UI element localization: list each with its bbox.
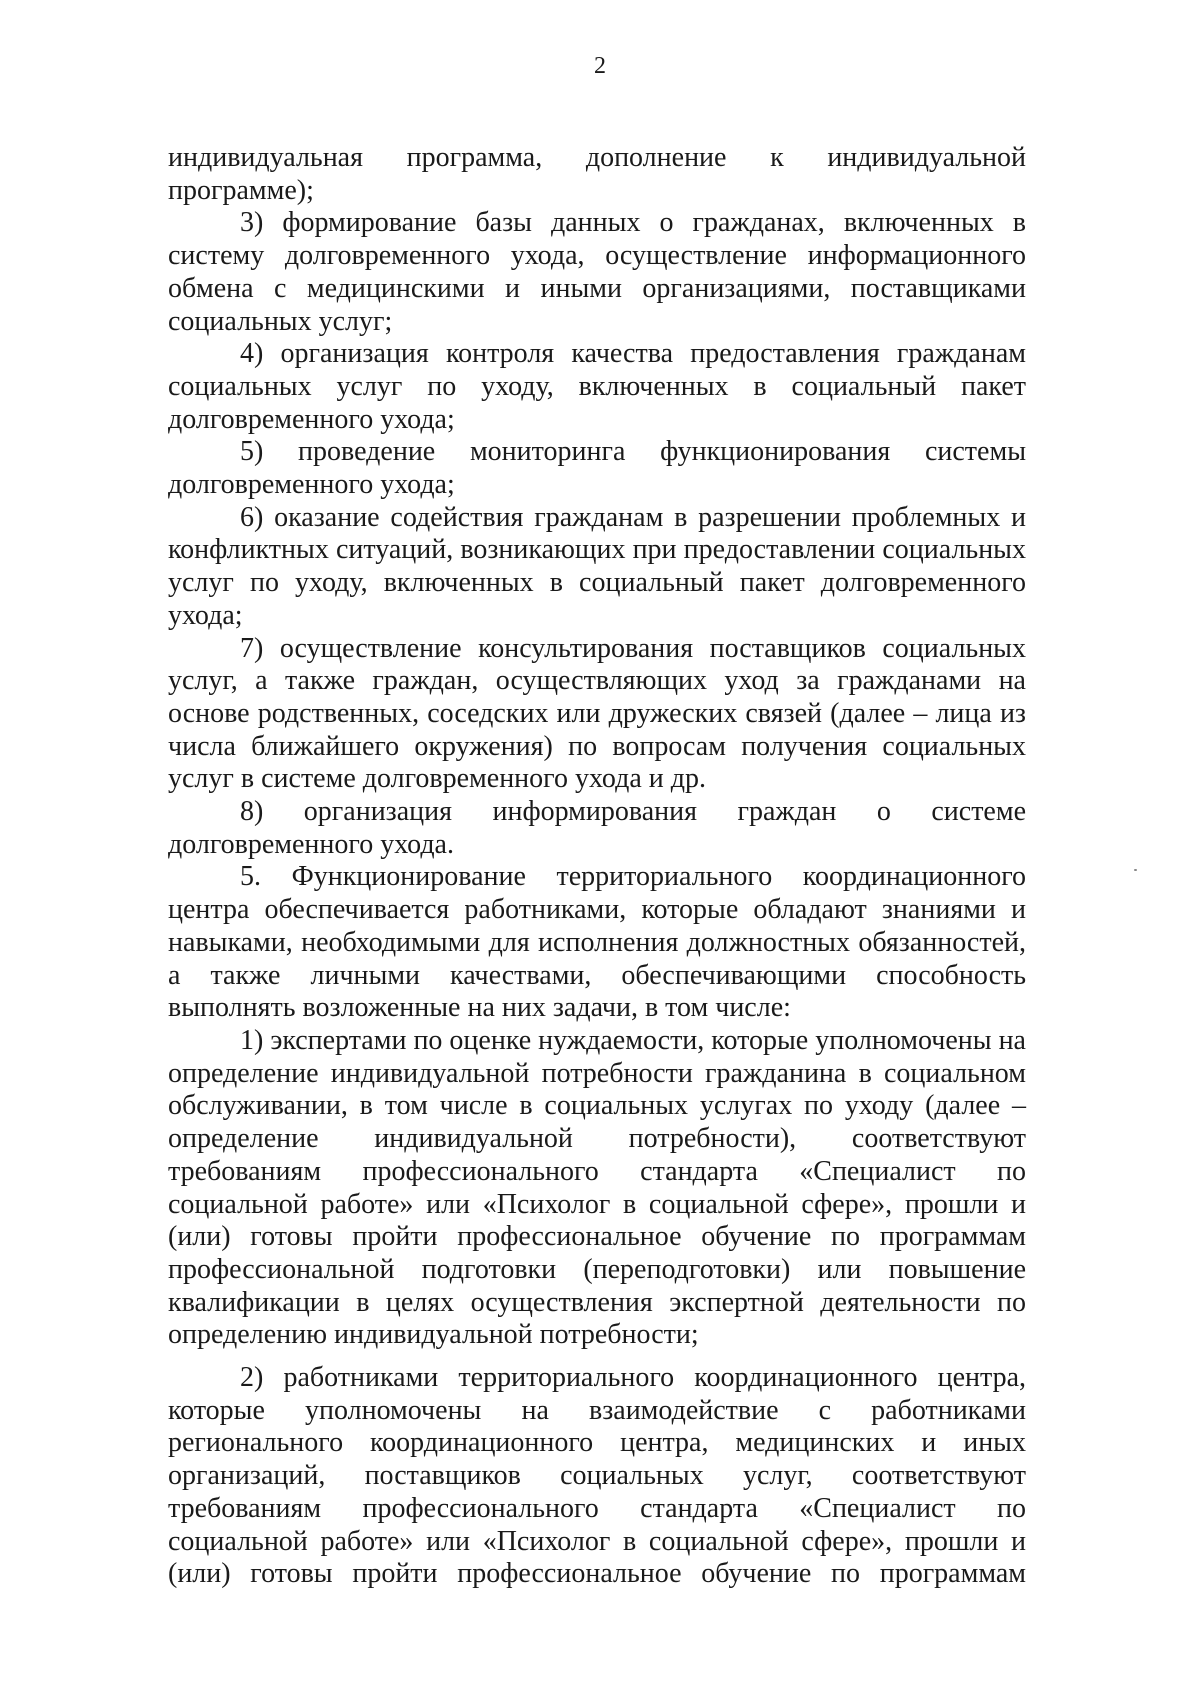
list-item-8: 8) организация информирования граждан о системе долговременного ухода.: [168, 796, 1026, 860]
subitem-2-workers: 2) работниками территориального координационного центра, которые уполномочены на взаимодействие с работниками регионального координационного центра, медицинских и иных организаций, поставщиков социальных услуг, соответствуют требованиям профессионального стандарта «Специалист по социальной работе» или «Психолог в социальной сфере», прошли и (или) готовы пройти профессиональное обучение по программам: [168, 1362, 1026, 1590]
list-item-6: 6) оказание содействия гражданам в разрешении проблемных и конфликтных ситуаций, возникающих при предоставлении социальных услуг по уходу, включенных в социальный пакет долговременного ухода;: [168, 501, 1026, 631]
section-5-paragraph: 5. Функционирование территориального координационного центра обеспечивается работниками, которые обладают знаниями и навыками, необходимыми для исполнения должностных обязанностей, а также личными качествами, обеспечивающими способность выполнять возложенные на них задачи, в том числе:: [168, 861, 1026, 1024]
document-body: [168, 142, 1026, 1591]
paragraph-continuation: индивидуальная программа, дополнение к индивидуальной программе);: [168, 142, 1026, 206]
page-number: 2: [594, 53, 606, 79]
list-item-4: 4) организация контроля качества предоставления гражданам социальных услуг по уходу, включенных в социальный пакет долговременного ухода;: [168, 338, 1026, 435]
scan-speck: [1134, 869, 1137, 871]
list-item-7: 7) осуществление консультирования поставщиков социальных услуг, а также граждан, осуществляющих уход за гражданами на основе родственных, соседских или дружеских связей (далее – лица из числа ближайшего окружения) по вопросам получения социальных услуг в системе долговременного ухода и др.: [168, 632, 1026, 795]
list-item-3: 3) формирование базы данных о гражданах, включенных в систему долговременного ухода, осуществление информационного обмена с медицинскими и иными организациями, поставщиками социальных услуг;: [168, 207, 1026, 337]
list-item-5: 5) проведение мониторинга функционирования системы долговременного ухода;: [168, 436, 1026, 501]
subitem-1-experts: 1) экспертами по оценке нуждаемости, которые уполномочены на определение индивидуальной потребности гражданина в социальном обслуживании, в том числе в социальных услугах по уходу (далее – определение индивидуальной потребности), соответствуют требованиям профессионального стандарта «Специалист по социальной работе» или «Психолог в социальной сфере», прошли и (или) готовы пройти профессиональное обучение по программам профессиональной подготовки (переподготовки) или повышение квалификации в целях осуществления экспертной деятельности по определению индивидуальной потребности;: [168, 1024, 1026, 1351]
